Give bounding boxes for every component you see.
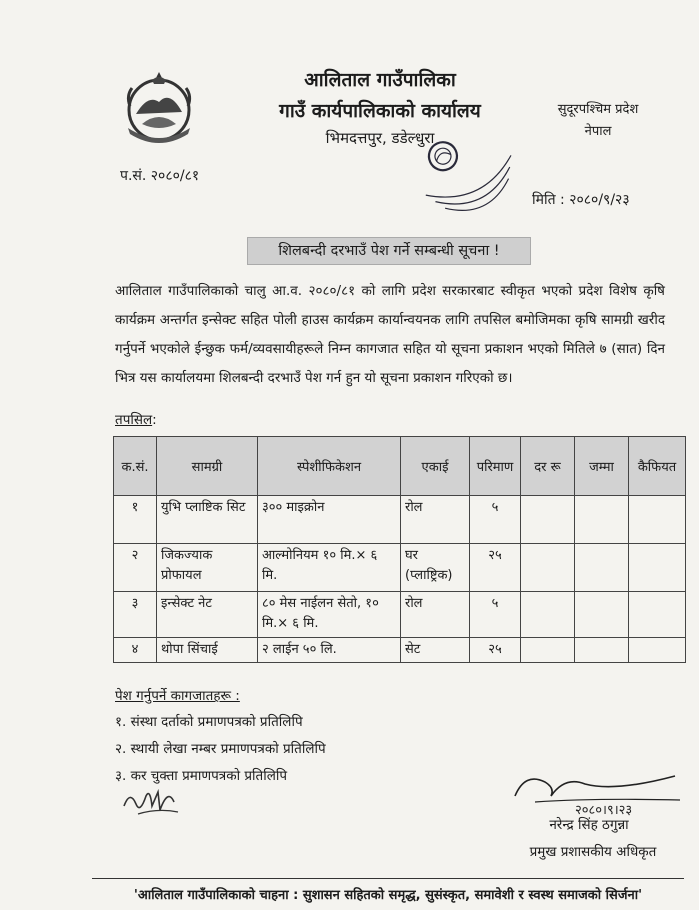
signatory-title: प्रमुख प्रशासकीय अधिकृत	[529, 844, 657, 860]
cell-qty: ५	[470, 496, 521, 544]
cell-rate	[521, 592, 575, 638]
office-name: आलिताल गाउँपालिका	[304, 69, 456, 91]
cell-item: थोपा सिंचाई	[157, 638, 258, 663]
cell-remarks	[629, 496, 686, 544]
cell-unit: रोल	[401, 592, 470, 638]
items-table	[113, 436, 686, 663]
cell-sn: ४	[114, 638, 157, 663]
cell-remarks	[629, 592, 686, 638]
cell-rate	[521, 496, 575, 544]
table-row	[114, 496, 686, 544]
details-heading	[115, 410, 157, 428]
table-row	[114, 592, 686, 638]
document-item: ३. कर चुक्ता प्रमाणपत्रको प्रतिलिपि	[115, 768, 288, 784]
signatory-name: नरेन्द्र सिंह ठगुन्ना	[549, 817, 629, 833]
table-row	[114, 638, 686, 663]
header-spec: स्पेशीफिकेशन	[258, 437, 401, 496]
details-label: तपसिल	[115, 412, 153, 428]
cell-qty: ५	[470, 592, 521, 638]
cell-rate	[521, 544, 575, 592]
footer-divider	[92, 878, 684, 879]
cell-spec: आल्मोनियम १० मि.× ६ मि.	[258, 544, 401, 592]
cell-spec: २ लाईन ५० लि.	[258, 638, 401, 663]
cell-spec: ३०० माइक्रोन	[258, 496, 401, 544]
office-stamp-icon	[410, 118, 520, 218]
cell-qty: २५	[470, 638, 521, 663]
table-header-row	[114, 437, 686, 496]
footer-slogan: 'आलिताल गाउँपालिकाको चाहना : सुशासन सहितको समृद्ध, सुसंस्कृत, समावेशी र स्वस्थ समाजको सिर्जना'	[133, 888, 643, 903]
signature-date-text: २०८०।९।२३	[575, 803, 633, 818]
cell-remarks	[629, 638, 686, 663]
cell-item: इन्सेक्ट नेट	[157, 592, 258, 638]
cell-qty: २५	[470, 544, 521, 592]
reference-number: प.सं. २०८०/८१	[120, 168, 200, 184]
province-name: सुदूरपश्चिम प्रदेश	[557, 102, 639, 117]
header-sn: क.सं.	[114, 437, 157, 496]
table-row	[114, 544, 686, 592]
header-item: सामग्री	[157, 437, 258, 496]
country-name: नेपाल	[584, 124, 612, 139]
details-colon: :	[152, 412, 157, 428]
header-total: जम्मा	[575, 437, 629, 496]
cell-sn: ३	[114, 592, 157, 638]
cell-total	[575, 496, 629, 544]
cell-item: जिकज्याक प्रोफायल	[157, 544, 258, 592]
office-address: भिमदत्तपुर, डडेल्धुरा	[325, 129, 435, 147]
cell-spec: ८० मेस नाईलन सेतो, १० मि.× ६ मि.	[258, 592, 401, 638]
nepal-emblem-icon	[118, 66, 200, 148]
cell-remarks	[629, 544, 686, 592]
notice-body: आलिताल गाउँपालिकाको चालु आ.व. २०८०/८१ को लागि प्रदेश सरकारबाट स्वीकृत भएको प्रदेश विशेष कृषि कार्यक्रम अन्तर्गत इन्सेक्ट सहित पोली हाउस कार्यक्रम कार्यान्वयनक लागि तपसिल बमोजिमका कृषि सामग्री खरीद गर्नुपर्ने भएकोले ईन्छुक फर्म/व्यवसायीहरूले निम्न कागजात सहित यो सूचना प्रकाशन भएको मितिले ७ (सात) दिन भित्र यस कार्यालयमा शिलबन्दी दरभाउँ पेश गर्न हुन यो सूचना प्रकाशन गरिएको छ।	[115, 283, 665, 386]
cell-unit: घर (प्लाष्ट्रिक)	[401, 544, 470, 592]
cell-total	[575, 592, 629, 638]
header-remarks: कैफियत	[629, 437, 686, 496]
office-title: गाउँ कार्यपालिकाको कार्यालय	[279, 100, 481, 122]
header-qty: परिमाण	[470, 437, 521, 496]
cell-total	[575, 544, 629, 592]
issue-date: मिति : २०८०/९/२३	[532, 192, 630, 208]
header-rate: दर रू	[521, 437, 575, 496]
documents-heading: पेश गर्नुपर्ने कागजातहरू :	[115, 688, 240, 704]
initials-signature-icon	[118, 782, 198, 822]
document-item: २. स्थायी लेखा नम्बर प्रमाणपत्रको प्रतिलिपि	[115, 741, 326, 757]
cell-sn: २	[114, 544, 157, 592]
header-unit: एकाई	[401, 437, 470, 496]
document-item: १. संस्था दर्ताको प्रमाणपत्रको प्रतिलिपि	[115, 714, 303, 730]
cell-rate	[521, 638, 575, 663]
notice-subject: शिलबन्दी दरभाउँ पेश गर्ने सम्बन्धी सूचना !	[247, 237, 531, 265]
cell-unit: रोल	[401, 496, 470, 544]
cell-total	[575, 638, 629, 663]
cell-unit: सेट	[401, 638, 470, 663]
cell-sn: १	[114, 496, 157, 544]
cell-item: युभि प्लाष्टिक सिट	[157, 496, 258, 544]
officer-signature-icon	[505, 762, 685, 822]
